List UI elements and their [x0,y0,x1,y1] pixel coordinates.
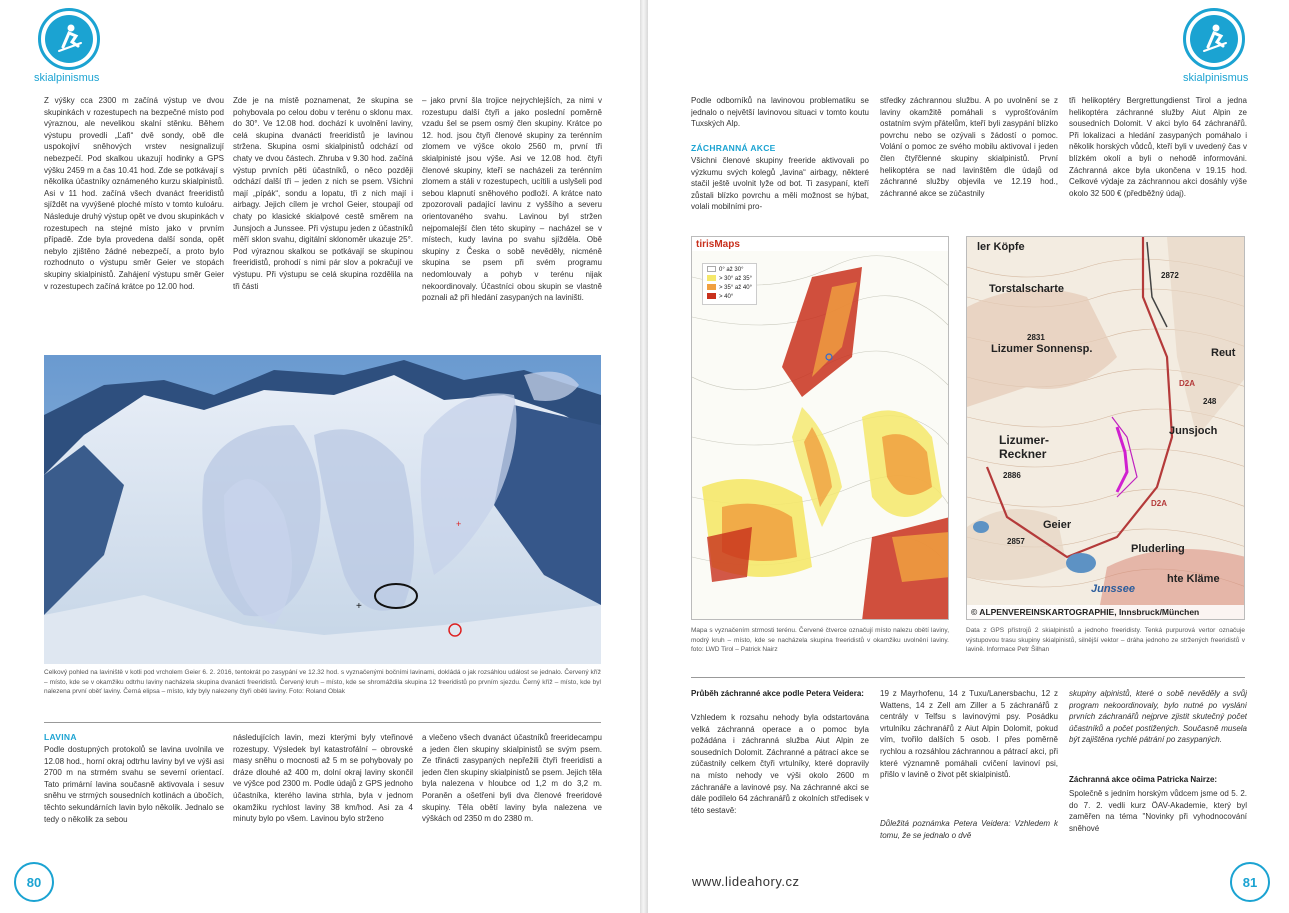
page-number: 81 [1230,862,1270,902]
map-label: Junssee [1091,583,1136,595]
map-label: D2A [1151,499,1168,508]
photo-caption: Celkový pohled na laviniště v kotli pod vrcholem Geier 6. 2. 2016, tentokrát po zasypání ve 12.32 hod. s vyznačenými bočními lavinami, dokládá o jak rozsáhlou událost se jednalo. Červený kříž – místo, kde se v okamžiku odtrhu laviny nacházela skupina dvanácti freeridistů. Červený kruh – místo, kde se shromáždila skupina 12 freeridistů po prvním sjezdu. Černý kříž – místo, kde byl nalezena první oběť laviny. Černá elipsa – místo, kdy byly nalezeny čtyři oběti laviny. Foto: Roland Oblak [44,669,601,695]
website-footer: www.lideahory.cz [692,874,800,889]
topo-map [966,236,1245,620]
lavina-heading: LAVINA [44,732,77,742]
map-label: Lizumer-Reckner [999,433,1050,461]
column-2: středky záchrannou službu. A po uvolnění se z laviny okamžitě pomáhali s vyprošťováním ostatním svým přátelům, kteří byli zasypání blízko povrchu nebo se ozývali s žádostí o pomoc. Volání o pomoc ze svého mobilu aktivoval i jeden člen čtyřčlenné skupiny skialpinistů. První helikoptéra se nad lavinštěm dle údajů od záchranné služby objevila ve 12.19 hod., záchranné akce se zúčastnily [880,96,1058,198]
page-number: 80 [14,862,54,902]
map-label: 2857 [1007,537,1025,546]
map-label: Lizumer Sonnensp. [991,343,1093,355]
map-label: Pluderling [1131,543,1185,555]
slope-map [691,236,949,620]
divider [691,677,1245,678]
legend-item: > 35° až 40° [707,284,752,293]
map-label: hte Kläme [1167,573,1220,585]
map-label: 2886 [1003,471,1021,480]
skier-icon [51,21,87,57]
column-1-top: Podle odborníků na lavinovou problematiku se jednalo o největší lavinovou situaci v tomto koutu Tuxských Alp. [691,96,869,129]
map-credit: © ALPENVEREINSKARTOGRAPHIE, Innsbruck/München [967,605,1245,619]
map-label: 2872 [1161,271,1179,280]
left-page [0,0,640,913]
column-b3: skupiny alpinistů, které o sobě nevěděly a svůj program nekoordinovaly, bylo nutné po vyslání prvních záchranářů nejprve zjistit skutečný počet účastníků a počet postižených. Současně musela být zajištěna rychlé pátrání po zasypaných. [1069,689,1247,745]
column-2: Zde je na místě poznamenat, že skupina se pohybovala po celou dobu v terénu o sklonu max. do 30°. Ve 12.08 hod. dochází k uvolnění laviny, celá skupina dvanácti freeridistů je lavinou stržena. Skupina osmi skialpinistů odchází od chaty ve dvou částech. Zhruba v 9.30 hod. začíná výstup prvních pěti účastníků, o něco později odchází další tři – jeden z nich se psem. Všichni mají „pípák“, sondu a lopatu, tři z nich mají i airbagy. Jejich cílem je vrchol Geier, stoupají od chaty po klasické skialpové cestě směrem na Junsjoch a Junssee. Při výstupu jeden z účastníků měří sklon svahu, digitální sklonoměr ukazuje 25°. Pod výraznou skalkou se potkávají se skupinou freeridistů, prohodí s nimi pár slov a pokračují ve výstupu. Při výstupu se celá skupina rozdělila na tři části [233,96,413,291]
map-label: Geier [1043,519,1072,531]
column-1: Z výšky cca 2300 m začíná výstup ve dvou skupinkách v rozestupech na bezpečné místo pod výraznou, ale nevelikou skalní stěnku. Během výstupu provedli „Ľafi“ dvě sondy, obě dle uspokojiví sněhových vrstev nesignalizují nebezpečí. Pod skalkou ukazují hodinky a GPS výšku 2459 m a čas 10.41 hod. Zde se potkávají s několika účastníky oznámeného kurzu skialpinistů. Asi v 11 hod. začíná všech dvanáct freeridistů sjíždět na vyvýšené ploché místo v tomto kuloáru. Následuje druhý výstup opět ve dvou skupinkách v rozestupech na stejné místo jako v prvním případě. Zde byla provedena další sonda, opět nebylo zjištěno žádné nebezpečí, a proto bylo rozhodnuto o výstupu směr Geier ve stopách skupiny skialpinistů. Zahájení výstupu směr Geier v rozestupech začíná krátce po 12.00 hod. [44,96,224,291]
map-label: ler Köpfe [977,241,1025,253]
map-label: D2A [1179,379,1196,388]
map2-caption: Data z GPS přístrojů 2 skialpinistů a jednoho freeridisty. Tenká purpurová vertor označuje výstupovou trasu skupiny skialpinistů, silnější vektor – dráha jednoho ze stržených freeridistů v lavině. Informace Petr Šilhan [966,627,1245,653]
column-1: Všichni členové skupiny freeride aktivovali po výzkumu svých kolegů „lavina“ airbagy, některé stačil ještě uvolnit lyže od bot. Ti zasypaní, kteří zůstali blízko povrchu a měli možnost se hýbat, volali mobilními pro- [691,156,869,212]
map-label: 2831 [1027,333,1045,342]
nairz-heading: Záchranná akce očima Patricka Nairze: [1069,775,1218,784]
map1-caption: Mapa s vyznačením strmosti terénu. Červené čtverce označují místo nalezu obětí laviny, modrý kruh – místo, kde se nacházela skupina freeridistů v okamžiku uvolnění laviny. foto: LWD Tirol – Patrick Nairz [691,627,949,653]
map-label: Torstalscharte [989,283,1064,295]
zachranna-heading: ZÁCHRANNÁ AKCE [691,143,776,153]
column-3: – jako první šla trojice nejrychlejších, za nimi v rozestupu další čtyři a jako poslední poměrně vzadu šel se psem osmý člen skupiny. Krátce po 12. hod. jsou čtyři členové skupiny za terénním zlomem ve výšce okolo 2560 m, první tři skialpinisté jsou výše. Asi ve 12.08 hod. čtyři členové skupiny, kteří se nacházeli za terénním zlomem a stáli v rozestupech, ucítili a uslyšeli pod sebou klapnutí sněhového podloží. A krátce nato zpozorovali padající lavinu z vyššího a severu orientovaného svahu. Lavinou byl stržen nejpomalejší člen této skupiny – nacházel se v místech, kudy lavina po svahu sjížděla. Obě skupiny z Česka o sobě nevěděly, nicméně skupina se psem při svém programu nedomlouvaly a pohyb v terénu nijak nekoordinovaly. Účastníci obou skupin se vlastně poznali až při hledání zasypaných na laviništi. [422,96,602,303]
svg-text:+: + [456,519,462,529]
map-label: Reut [1211,347,1236,359]
spine [640,0,648,913]
column-b1: Podle dostupných protokolů se lavina uvolnila ve 12.08 hod., horní okraj odtrhu laviny byl ve výši asi 2700 m na strmém svahu se severní orientací. Tato primární lavina současně aktivovala i sesuv sněhu ve strmých sousedních kotlinách a úbočích, těchto sekundárních lavin bylo několik. Jednalo se tedy o několik za sebou [44,745,224,824]
skier-icon [1196,21,1232,57]
map-label: 248 [1203,397,1217,406]
column-b2: 19 z Mayrhofenu, 14 z Tuxu/Lanersbachu, 12 z Wattens, 14 z Zell am Ziller a 5 záchranářů z centrály v Telfsu s lavinovými psy. Posádku vrtulníku záchranářů z Aiut Alpin Dolomit, pokud vím, tvořilo dalších 5 osob. I přes poměrně rychlou a rozsáhlou záchrannou a pátrací akci, při které významně pomáhali cvičení lavinoví psi, přišlo v lavině o život pět skialpinistů. [880,689,1058,780]
column-b3: a vlečeno všech dvanáct účastníků freeridecampu a jeden člen skupiny skialpinistů se svým psem. Ze třinácti zasypaných nepřežili čtyři freeridisti a jeden člen skupiny skialpinistů se psem. Jejich těla byla nalezena v hloubce od 1,2 m do 3,2 m. Poraněn a ošetřeni byli dva členové freeridové skupiny. Těla obětí laviny byla nalezena ve výškách od 2350 m do 2380 m. [422,733,602,824]
veider-note: Důležitá poznámka Petera Veidera: Vzhledem k tomu, že se jednalo o dvě [880,819,1058,840]
avalanche-photo [44,355,601,664]
column-b2: následujících lavin, mezi kterými byly vteřinové rozestupy. Výsledek byl katastrofální – obrovské masy sněhu o mocnosti až 5 m se pohybovaly po dráze dlouhé až 400 m, dolní okraj laviny skončil ve výšce pod 2300 m. Podle údajů z GPS jednoho účastníka, kterého lavina strhla, byla v jednom okamžiku rychlost laviny 38 km/hod. Asi za 4 minuty bylo po všem. Lavinou bylo strženo [233,733,413,824]
legend-item: > 30° až 35° [707,275,752,284]
column-3: tři helikoptéry Bergrettungdienst Tirol a jedna helikoptéra záchranné služby Aiut Alpin ze sousedních Dolomit. V akci bylo 64 záchranářů. Při lokalizaci a hledání zasypaných pomáhalo i několik horských vůdců, kteří byli v uvedený čas v blízkém okolí a byli o nehodě informováni. Záchranná akce byla ukončena v 19.15 hod. Celkové výdaje za záchrannou akci dosáhly výše okolo 32 500 € (předběžný údaj). [1069,96,1247,198]
skialpinismus-logo [38,8,100,70]
logo-text: skialpinismus [34,72,100,84]
divider [44,722,601,723]
legend-item: > 40° [707,293,752,302]
right-page [648,0,1289,913]
legend-item: 0° až 30° [707,266,752,275]
column-b1: Vzhledem k rozsahu nehody byla odstartována velká záchranná operace a o pomoc byla požádána i záchranná služba Aiut Alpin ze sousedních Dolomit. Záchranné a pátrací akce se zúčastnily celkem čtyři vrtulníky, které dopravily na místo nehody ve výši okolo 2600 m záchranáře a lavinové psy. Na záchranné akci se dále podílelo 64 záchranářů z okolních středisek v této sestavě: [691,713,869,815]
map-legend [702,263,757,305]
skialpinismus-logo [1183,8,1245,70]
logo-text: skialpinismus [1183,72,1249,84]
map-label: Junsjoch [1169,425,1218,437]
veider-heading: Průběh záchranné akce podle Petera Veidera: [691,689,864,698]
column-b3-continued: Společně s jedním horským vůdcem jsme od 5. 2. do 7. 2. vedli kurz ÖAV-Akademie, který byl zaměřen na téma "Novinky při vyhodnocování sněhové [1069,789,1247,833]
svg-text:+: + [356,601,362,612]
map-brand: tirisMaps [696,239,740,250]
